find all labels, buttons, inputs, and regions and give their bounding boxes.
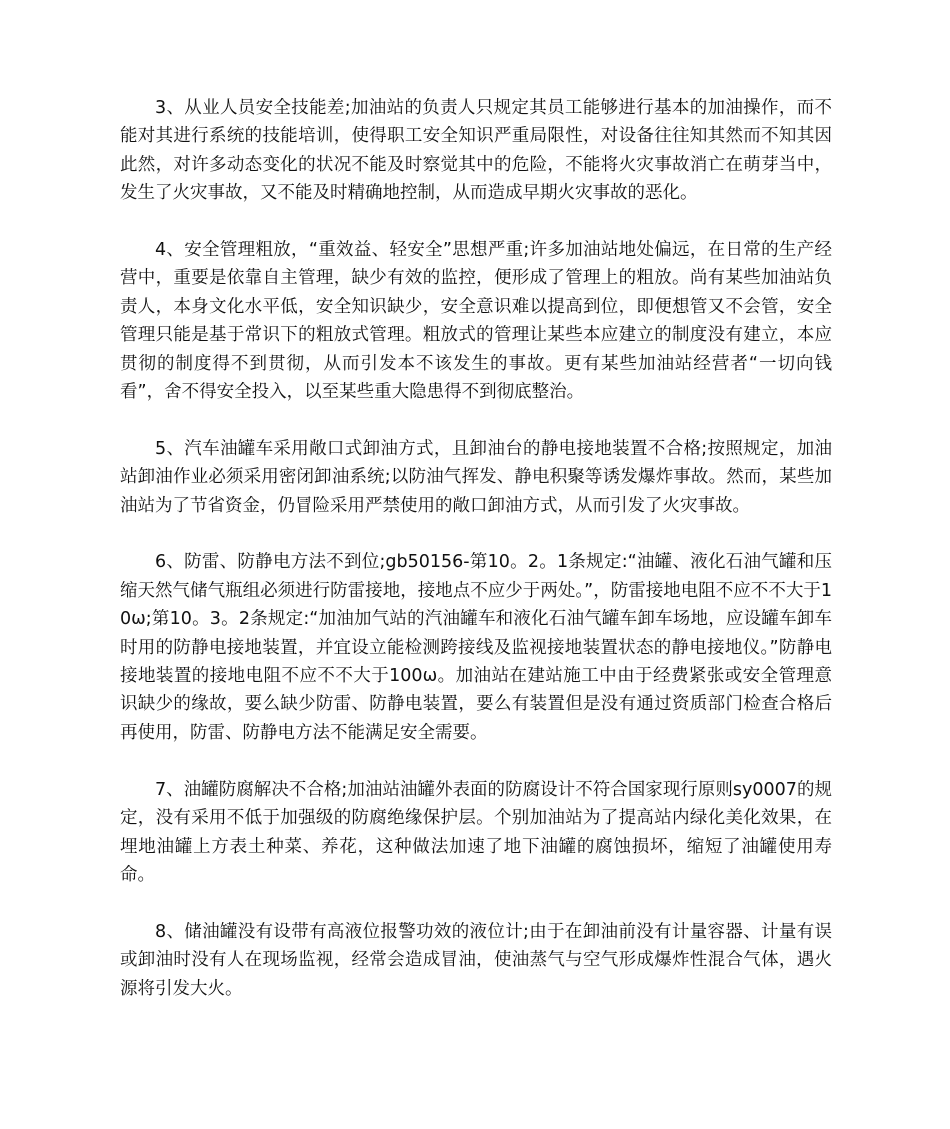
paragraph-item-4: 4、安全管理粗放，“重效益、轻安全”思想严重;许多加油站地处偏远，在日常的生产经营中，重要是依靠自主管理，缺少有效的监控，便形成了管理上的粗放。尚有某些加油站负责人，本身文化水平低，安全知识缺少，安全意识难以提高到位，即便想管又不会管，安全管理只能是基于常识下的粗放式管理。粗放式的管理让某些本应建立的制度没有建立，本应贯彻的制度得不到贯彻，从而引发本不该发生的事故。更有某些加油站经营者“一切向钱看”，舍不得安全投入，以至某些重大隐患得不到彻底整治。 [120,240,832,403]
paragraph-item-3: 3、从业人员安全技能差;加油站的负责人只规定其员工能够进行基本的加油操作，而不能对其进行系统的技能培训，使得职工安全知识严重局限性，对设备往往知其然而不知其因此然，对许多动态变化的状况不能及时察觉其中的危险，不能将火灾事故消亡在萌芽当中，发生了火灾事故，又不能及时精确地控制，从而造成早期火灾事故的恶化。 [120,98,832,204]
paragraph-item-6: 6、防雷、防静电方法不到位;gb50156-第10。2。1条规定:“油罐、液化石油气罐和压缩天然气储气瓶组必须进行防雷接地，接地点不应少于两处。”，防雷接地电阻不应不不大于10ω;第10。3。2条规定:“加油加气站的汽油罐车和液化石油气罐车卸车场地，应设罐车卸车时用的防静电接地装置，并宜设立能检测跨接线及监视接地装置状态的静电接地仪。”防静电接地装置的接地电阻不应不不大于100ω。加油站在建站施工中由于经费紧张或安全管理意识缺少的缘故，要么缺少防雷、防静电装置，要么有装置但是没有通过资质部门检查合格后再使用，防雷、防静电方法不能满足安全需要。 [120,552,832,743]
document-body [120,94,832,1031]
paragraph-item-5: 5、汽车油罐车采用敞口式卸油方式，且卸油台的静电接地装置不合格;按照规定，加油站卸油作业必须采用密闭卸油系统;以防油气挥发、静电积聚等诱发爆炸事故。然而，某些加油站为了节省资金，仍冒险采用严禁使用的敞口卸油方式，从而引发了火灾事故。 [120,438,832,516]
paragraph-item-8: 8、储油罐没有设带有高液位报警功效的液位计;由于在卸油前没有计量容器、计量有误或卸油时没有人在现场监视，经常会造成冒油，使油蒸气与空气形成爆炸性混合气体，遇火源将引发大火。 [120,921,832,999]
paragraph-item-7: 7、油罐防腐解决不合格;加油站油罐外表面的防腐设计不符合国家现行原则sy0007的规定，没有采用不低于加强级的防腐绝缘保护层。个别加油站为了提高站内绿化美化效果，在埋地油罐上方表土种菜、养花，这种做法加速了地下油罐的腐蚀损坏，缩短了油罐使用寿命。 [120,779,832,885]
